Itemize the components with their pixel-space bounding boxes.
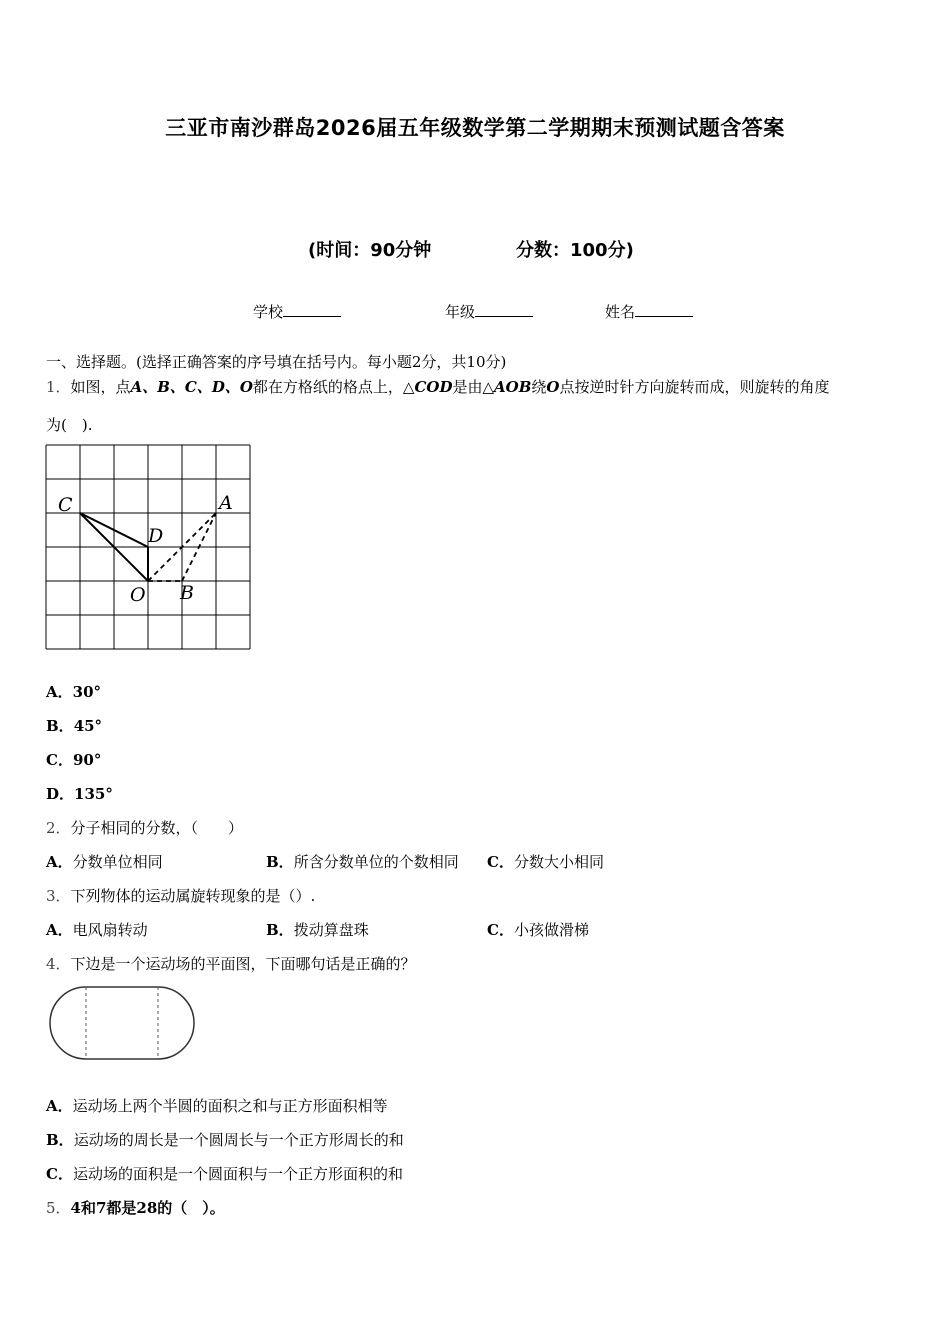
label-c: C: [58, 494, 73, 516]
question-4: [46, 953, 416, 974]
exam-time: (时间：90分钟: [308, 240, 432, 261]
q1-option-a[interactable]: [46, 681, 101, 702]
option-text: 运动场上两个半圆的面积之和与正方形面积相等: [72, 1097, 388, 1115]
option-text: 运动场的面积是一个圆面积与一个正方形面积的和: [72, 1165, 403, 1183]
option-text: 分数单位相同: [72, 853, 163, 871]
option-text: 小孩做滑梯: [513, 921, 589, 939]
question-5: [46, 1197, 225, 1218]
question-text: 下列物体的运动属旋转现象的是（）.: [70, 887, 316, 905]
school-field[interactable]: [253, 301, 341, 322]
question-number: 2．: [46, 819, 71, 837]
name-blank[interactable]: [635, 302, 693, 317]
question-text: 下边是一个运动场的平面图，下面哪句话是正确的？: [70, 955, 416, 973]
question-3: [46, 885, 315, 906]
q3-option-c[interactable]: [487, 919, 589, 940]
question-text: 分子相同的分数，（ ）: [70, 819, 244, 837]
option-label: A．: [46, 1097, 73, 1115]
label-o: O: [130, 584, 146, 606]
page-title: 三亚市南沙群岛2026届五年级数学第二学期期末预测试题含答案: [165, 116, 785, 140]
option-label: B．: [46, 1131, 74, 1149]
option-label: A．: [46, 683, 73, 701]
question-number: 3．: [46, 887, 71, 905]
exam-score: 分数：100分): [516, 240, 634, 261]
q2-option-a[interactable]: [46, 851, 163, 872]
question-number: 1．: [46, 378, 71, 396]
q1-cod: COD: [414, 378, 453, 396]
option-text: 所含分数单位的个数相同: [293, 853, 459, 871]
question-text: 4和7都是28的（ ）。: [70, 1199, 225, 1217]
q1-option-b[interactable]: [46, 715, 102, 736]
grid-figure: [44, 443, 254, 653]
stadium-outline: [50, 987, 194, 1059]
question-1: [46, 376, 830, 397]
school-blank[interactable]: [283, 302, 341, 317]
q1-option-d[interactable]: [46, 783, 113, 804]
option-text: 分数大小相同: [513, 853, 604, 871]
q4-option-c[interactable]: [46, 1163, 403, 1184]
question-2: [46, 817, 243, 838]
option-label: C．: [46, 751, 73, 769]
q2-option-b[interactable]: [266, 851, 459, 872]
school-label: 学校: [253, 303, 284, 321]
question-1-cont: 为( ).: [46, 416, 93, 434]
q3-option-b[interactable]: [266, 919, 369, 940]
q1-points: A、B、C、D、O: [130, 378, 253, 396]
q2-option-c[interactable]: [487, 851, 604, 872]
q3-option-a[interactable]: [46, 919, 148, 940]
name-label: 姓名: [605, 303, 636, 321]
stadium-figure: [48, 985, 198, 1063]
q1-text-c: 是由△: [452, 378, 495, 396]
q1-text-d: 绕: [531, 378, 547, 396]
option-label: A．: [46, 853, 73, 871]
label-a: A: [219, 492, 233, 514]
name-field[interactable]: [605, 301, 693, 322]
option-text: 电风扇转动: [72, 921, 148, 939]
q1-option-c[interactable]: [46, 749, 101, 770]
q4-option-b[interactable]: [46, 1129, 404, 1150]
question-number: 5．: [46, 1199, 71, 1217]
q1-o: O: [546, 378, 560, 396]
q1-text-e: 点按逆时针方向旋转而成，则旋转的角度: [559, 378, 830, 396]
option-label: B．: [266, 921, 294, 939]
option-text: 30°: [72, 683, 102, 701]
option-label: B．: [46, 717, 74, 735]
option-label: A．: [46, 921, 73, 939]
option-text: 运动场的周长是一个圆周长与一个正方形周长的和: [73, 1131, 404, 1149]
option-text: 90°: [72, 751, 102, 769]
grade-field[interactable]: [445, 301, 533, 322]
q1-text-b: 都在方格纸的格点上，△: [252, 378, 415, 396]
grade-blank[interactable]: [475, 302, 533, 317]
option-label: C．: [487, 921, 514, 939]
option-text: 拨动算盘珠: [293, 921, 369, 939]
section-heading: 一、选择题。(选择正确答案的序号填在括号内。每小题2分，共10分): [46, 353, 507, 371]
option-label: D．: [46, 785, 75, 803]
option-text: 45°: [73, 717, 103, 735]
option-label: B．: [266, 853, 294, 871]
option-label: C．: [487, 853, 514, 871]
q4-option-a[interactable]: [46, 1095, 388, 1116]
label-d: D: [148, 525, 164, 547]
grade-label: 年级: [445, 303, 476, 321]
option-text: 135°: [74, 785, 113, 803]
question-number: 4．: [46, 955, 71, 973]
label-b: B: [180, 582, 194, 604]
option-label: C．: [46, 1165, 73, 1183]
q1-text-a: 如图，点: [70, 378, 131, 396]
q1-aob: AOB: [494, 378, 532, 396]
